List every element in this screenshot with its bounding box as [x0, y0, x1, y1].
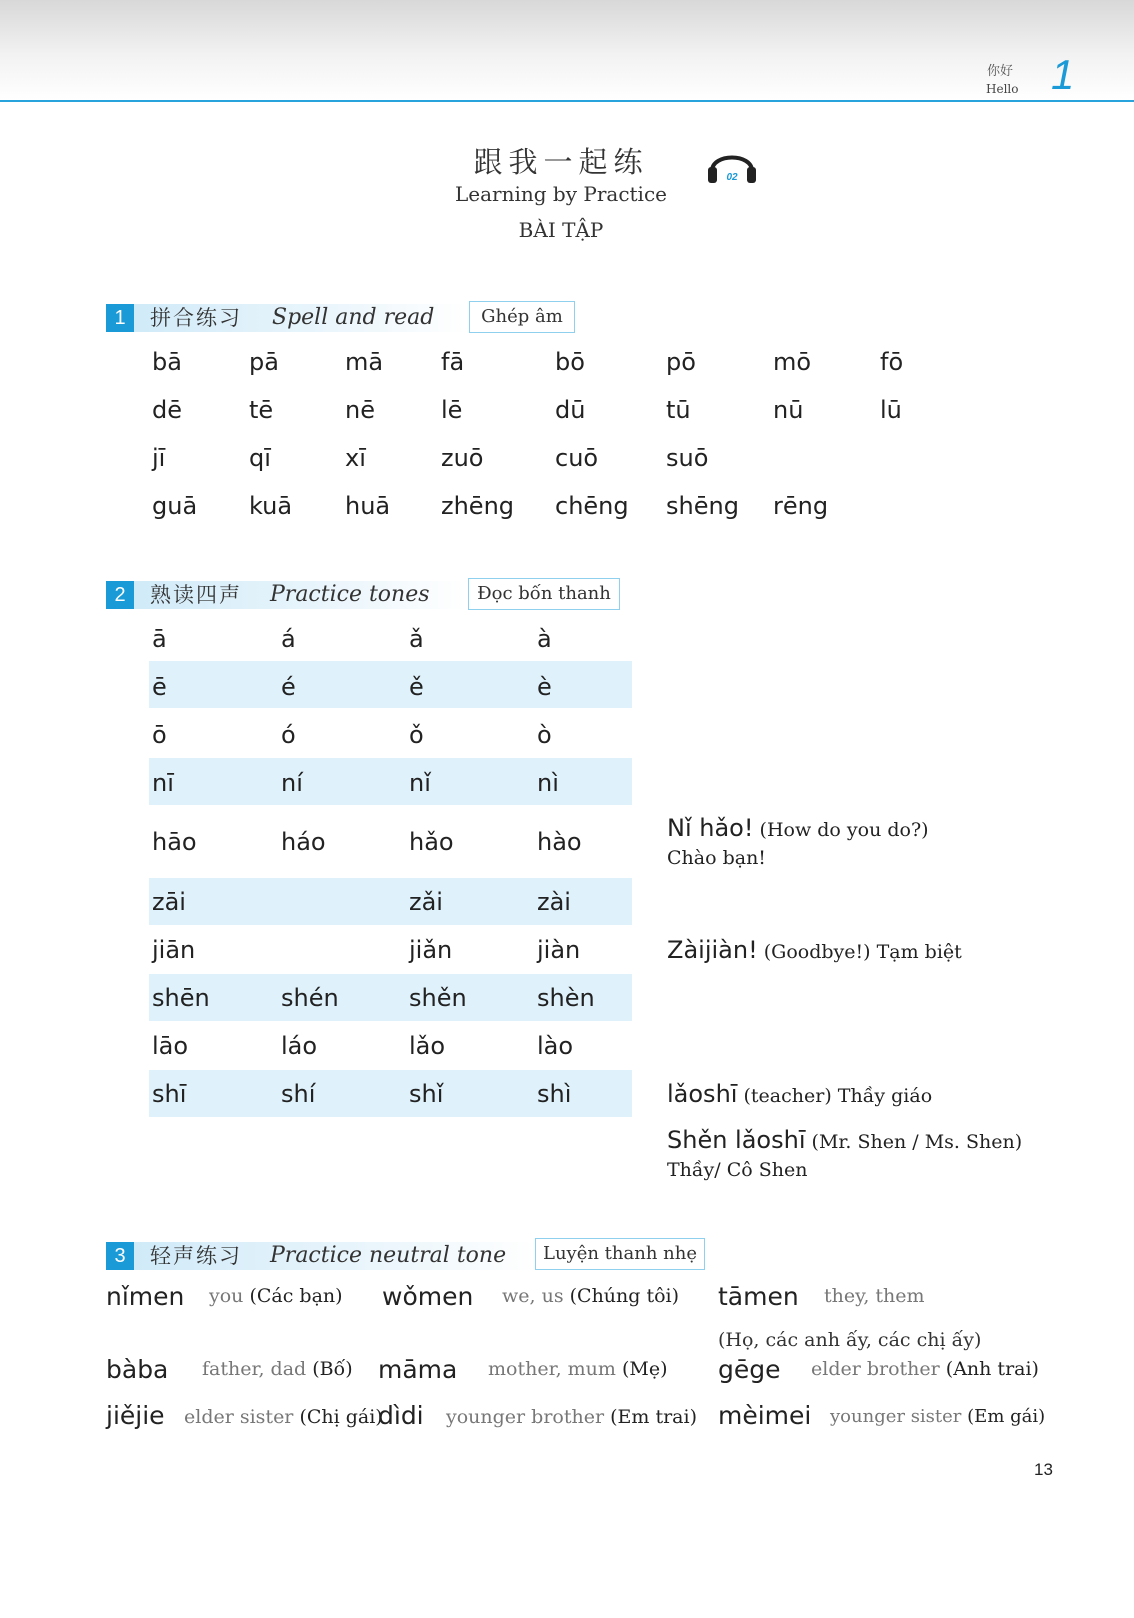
note-laoshi-pinyin: lǎoshī [667, 1080, 738, 1108]
neutral-pinyin: wǒmen [382, 1282, 474, 1311]
spell-item: lē [441, 396, 463, 424]
neutral-gloss-tamen-vi: (Họ, các anh ấy, các chị ấy) [718, 1329, 982, 1351]
spell-item: fō [880, 348, 904, 376]
spell-item: chēng [555, 492, 629, 520]
page-title-cn: 跟我一起练 [473, 145, 649, 179]
tone-item: zài [537, 888, 571, 916]
tone-item: shí [281, 1080, 316, 1108]
note-laoshi [667, 1082, 932, 1106]
headphones-icon[interactable] [706, 145, 758, 185]
tone-item: shǐ [409, 1080, 444, 1108]
section-1-title-vi: Ghép âm [469, 301, 575, 333]
tone-item: ā [152, 625, 167, 653]
tone-item: lǎo [409, 1032, 446, 1060]
spell-item: dū [555, 396, 586, 424]
spell-item: dē [152, 396, 182, 424]
note-nihao-en: (How do you do?) [759, 819, 929, 841]
header-lesson-number: 1 [1051, 51, 1075, 98]
tone-item: hǎo [409, 828, 454, 856]
section-3-title-en: Practice neutral tone [270, 1243, 507, 1268]
spell-item: qī [249, 444, 271, 472]
neutral-pinyin: māma [378, 1355, 458, 1384]
spell-item: nū [773, 396, 804, 424]
section-1-title-en: Spell and read [272, 305, 435, 330]
tone-item: nī [152, 769, 174, 797]
section-1-header [106, 304, 466, 332]
spell-item: xī [345, 444, 366, 472]
section-1-title-cn: 拼合练习 [150, 306, 242, 330]
spell-item: cuō [555, 444, 599, 472]
tone-item: lào [537, 1032, 574, 1060]
section-3-title-vi: Luyện thanh nhẹ [535, 1238, 705, 1270]
spell-item: mā [345, 348, 384, 376]
tone-item: á [281, 625, 296, 653]
spell-item: tū [666, 396, 691, 424]
table-row-band [149, 661, 632, 708]
note-shenlaoshi [667, 1128, 1022, 1152]
tone-item: shì [537, 1080, 572, 1108]
neutral-gloss: we, us (Chúng tôi) [502, 1285, 680, 1307]
tone-item: hāo [152, 828, 197, 856]
spell-item: pā [249, 348, 279, 376]
spell-item: bā [152, 348, 182, 376]
note-laoshi-en: (teacher) [743, 1085, 832, 1107]
note-zaijian [667, 938, 962, 962]
tone-item: ò [537, 721, 552, 749]
spell-item: zuō [441, 444, 484, 472]
tone-item: lāo [152, 1032, 189, 1060]
spell-item: tē [249, 396, 274, 424]
neutral-pinyin: nǐmen [106, 1282, 185, 1311]
table-row-band [149, 758, 632, 805]
neutral-pinyin: jiějie [106, 1401, 165, 1430]
tone-item: ō [152, 721, 167, 749]
note-zaijian-pinyin: Zàijiàn! [667, 936, 758, 964]
note-laoshi-vi: Thầy giáo [837, 1085, 933, 1107]
tone-item: nì [537, 769, 559, 797]
note-shenlaoshi-en: (Mr. Shen / Ms. Shen) [811, 1131, 1023, 1153]
note-nihao [667, 816, 929, 840]
neutral-gloss: they, them [824, 1285, 925, 1307]
tone-item: zāi [152, 888, 186, 916]
tone-item: ó [281, 721, 296, 749]
section-1-number: 1 [106, 304, 134, 332]
spell-item: pō [666, 348, 696, 376]
note-shenlaoshi-pinyin: Shěn lǎoshī [667, 1126, 806, 1154]
page-title-en: Learning by Practice [455, 182, 667, 206]
tone-item: jiān [152, 936, 196, 964]
note-nihao-pinyin: Nǐ hǎo! [667, 814, 754, 842]
tone-item: háo [281, 828, 326, 856]
tone-item: jiǎn [409, 936, 453, 964]
spell-item: huā [345, 492, 391, 520]
neutral-gloss: mother, mum (Mẹ) [488, 1358, 668, 1380]
tone-item: shén [281, 984, 339, 1012]
tone-item: hào [537, 828, 582, 856]
spell-item: fā [441, 348, 465, 376]
page-header-band [0, 0, 1134, 100]
tone-item: à [537, 625, 552, 653]
section-3-number: 3 [106, 1242, 134, 1270]
spell-item: nē [345, 396, 375, 424]
spell-item: zhēng [441, 492, 515, 520]
neutral-pinyin: dìdi [378, 1401, 424, 1430]
spell-item: shēng [666, 492, 739, 520]
section-2-title-vi: Đọc bốn thanh [468, 578, 620, 610]
tone-item: è [537, 673, 552, 701]
tone-item: ě [409, 673, 424, 701]
section-2-number: 2 [106, 581, 134, 609]
spell-item: mō [773, 348, 812, 376]
tone-item: zǎi [409, 888, 443, 916]
section-3-title-cn: 轻声练习 [150, 1244, 242, 1268]
section-2-title-cn: 熟读四声 [150, 583, 242, 607]
neutral-pinyin: mèimei [718, 1401, 812, 1430]
tone-item: shěn [409, 984, 467, 1012]
tone-item: ē [152, 673, 167, 701]
tone-item: shèn [537, 984, 595, 1012]
header-lesson-title-en: Hello [986, 82, 1019, 96]
neutral-gloss: younger sister (Em gái) [830, 1406, 1046, 1427]
tone-item: ní [281, 769, 303, 797]
spell-item: suō [666, 444, 709, 472]
spell-item: kuā [249, 492, 293, 520]
section-3-header [106, 1242, 536, 1270]
header-lesson-title-cn: 你好 [987, 64, 1014, 79]
tone-item: shī [152, 1080, 187, 1108]
tone-item: jiàn [537, 936, 581, 964]
section-2-header [106, 581, 466, 609]
note-shenlaoshi-vi: Thầy/ Cô Shen [667, 1159, 808, 1181]
note-zaijian-vi: Tạm biệt [876, 941, 962, 963]
neutral-pinyin: gēge [718, 1355, 781, 1384]
note-zaijian-en: (Goodbye!) [763, 941, 871, 963]
page-number: 13 [1034, 1460, 1053, 1479]
spell-item: rēng [773, 492, 829, 520]
neutral-gloss: younger brother (Em trai) [446, 1406, 697, 1428]
tone-item: nǐ [409, 769, 431, 797]
spell-item: lū [880, 396, 902, 424]
section-2-title-en: Practice tones [270, 582, 430, 607]
tone-item: ǎ [409, 625, 424, 653]
neutral-gloss: elder brother (Anh trai) [811, 1358, 1039, 1380]
tone-item: ǒ [409, 721, 424, 749]
tone-item: é [281, 673, 296, 701]
spell-item: jī [152, 444, 166, 472]
spell-item: bō [555, 348, 585, 376]
tone-item: shēn [152, 984, 210, 1012]
header-divider [0, 100, 1134, 102]
note-nihao-vi: Chào bạn! [667, 847, 766, 869]
audio-track-number: 02 [726, 172, 738, 183]
neutral-pinyin: bàba [106, 1355, 169, 1384]
neutral-pinyin: tāmen [718, 1282, 799, 1311]
spell-item: guā [152, 492, 198, 520]
tone-item: láo [281, 1032, 318, 1060]
neutral-gloss: elder sister (Chị gái) [184, 1406, 383, 1428]
page-title-vi: BÀI TẬP [518, 218, 604, 242]
neutral-gloss: father, dad (Bố) [202, 1358, 353, 1380]
neutral-gloss: you (Các bạn) [209, 1285, 343, 1307]
